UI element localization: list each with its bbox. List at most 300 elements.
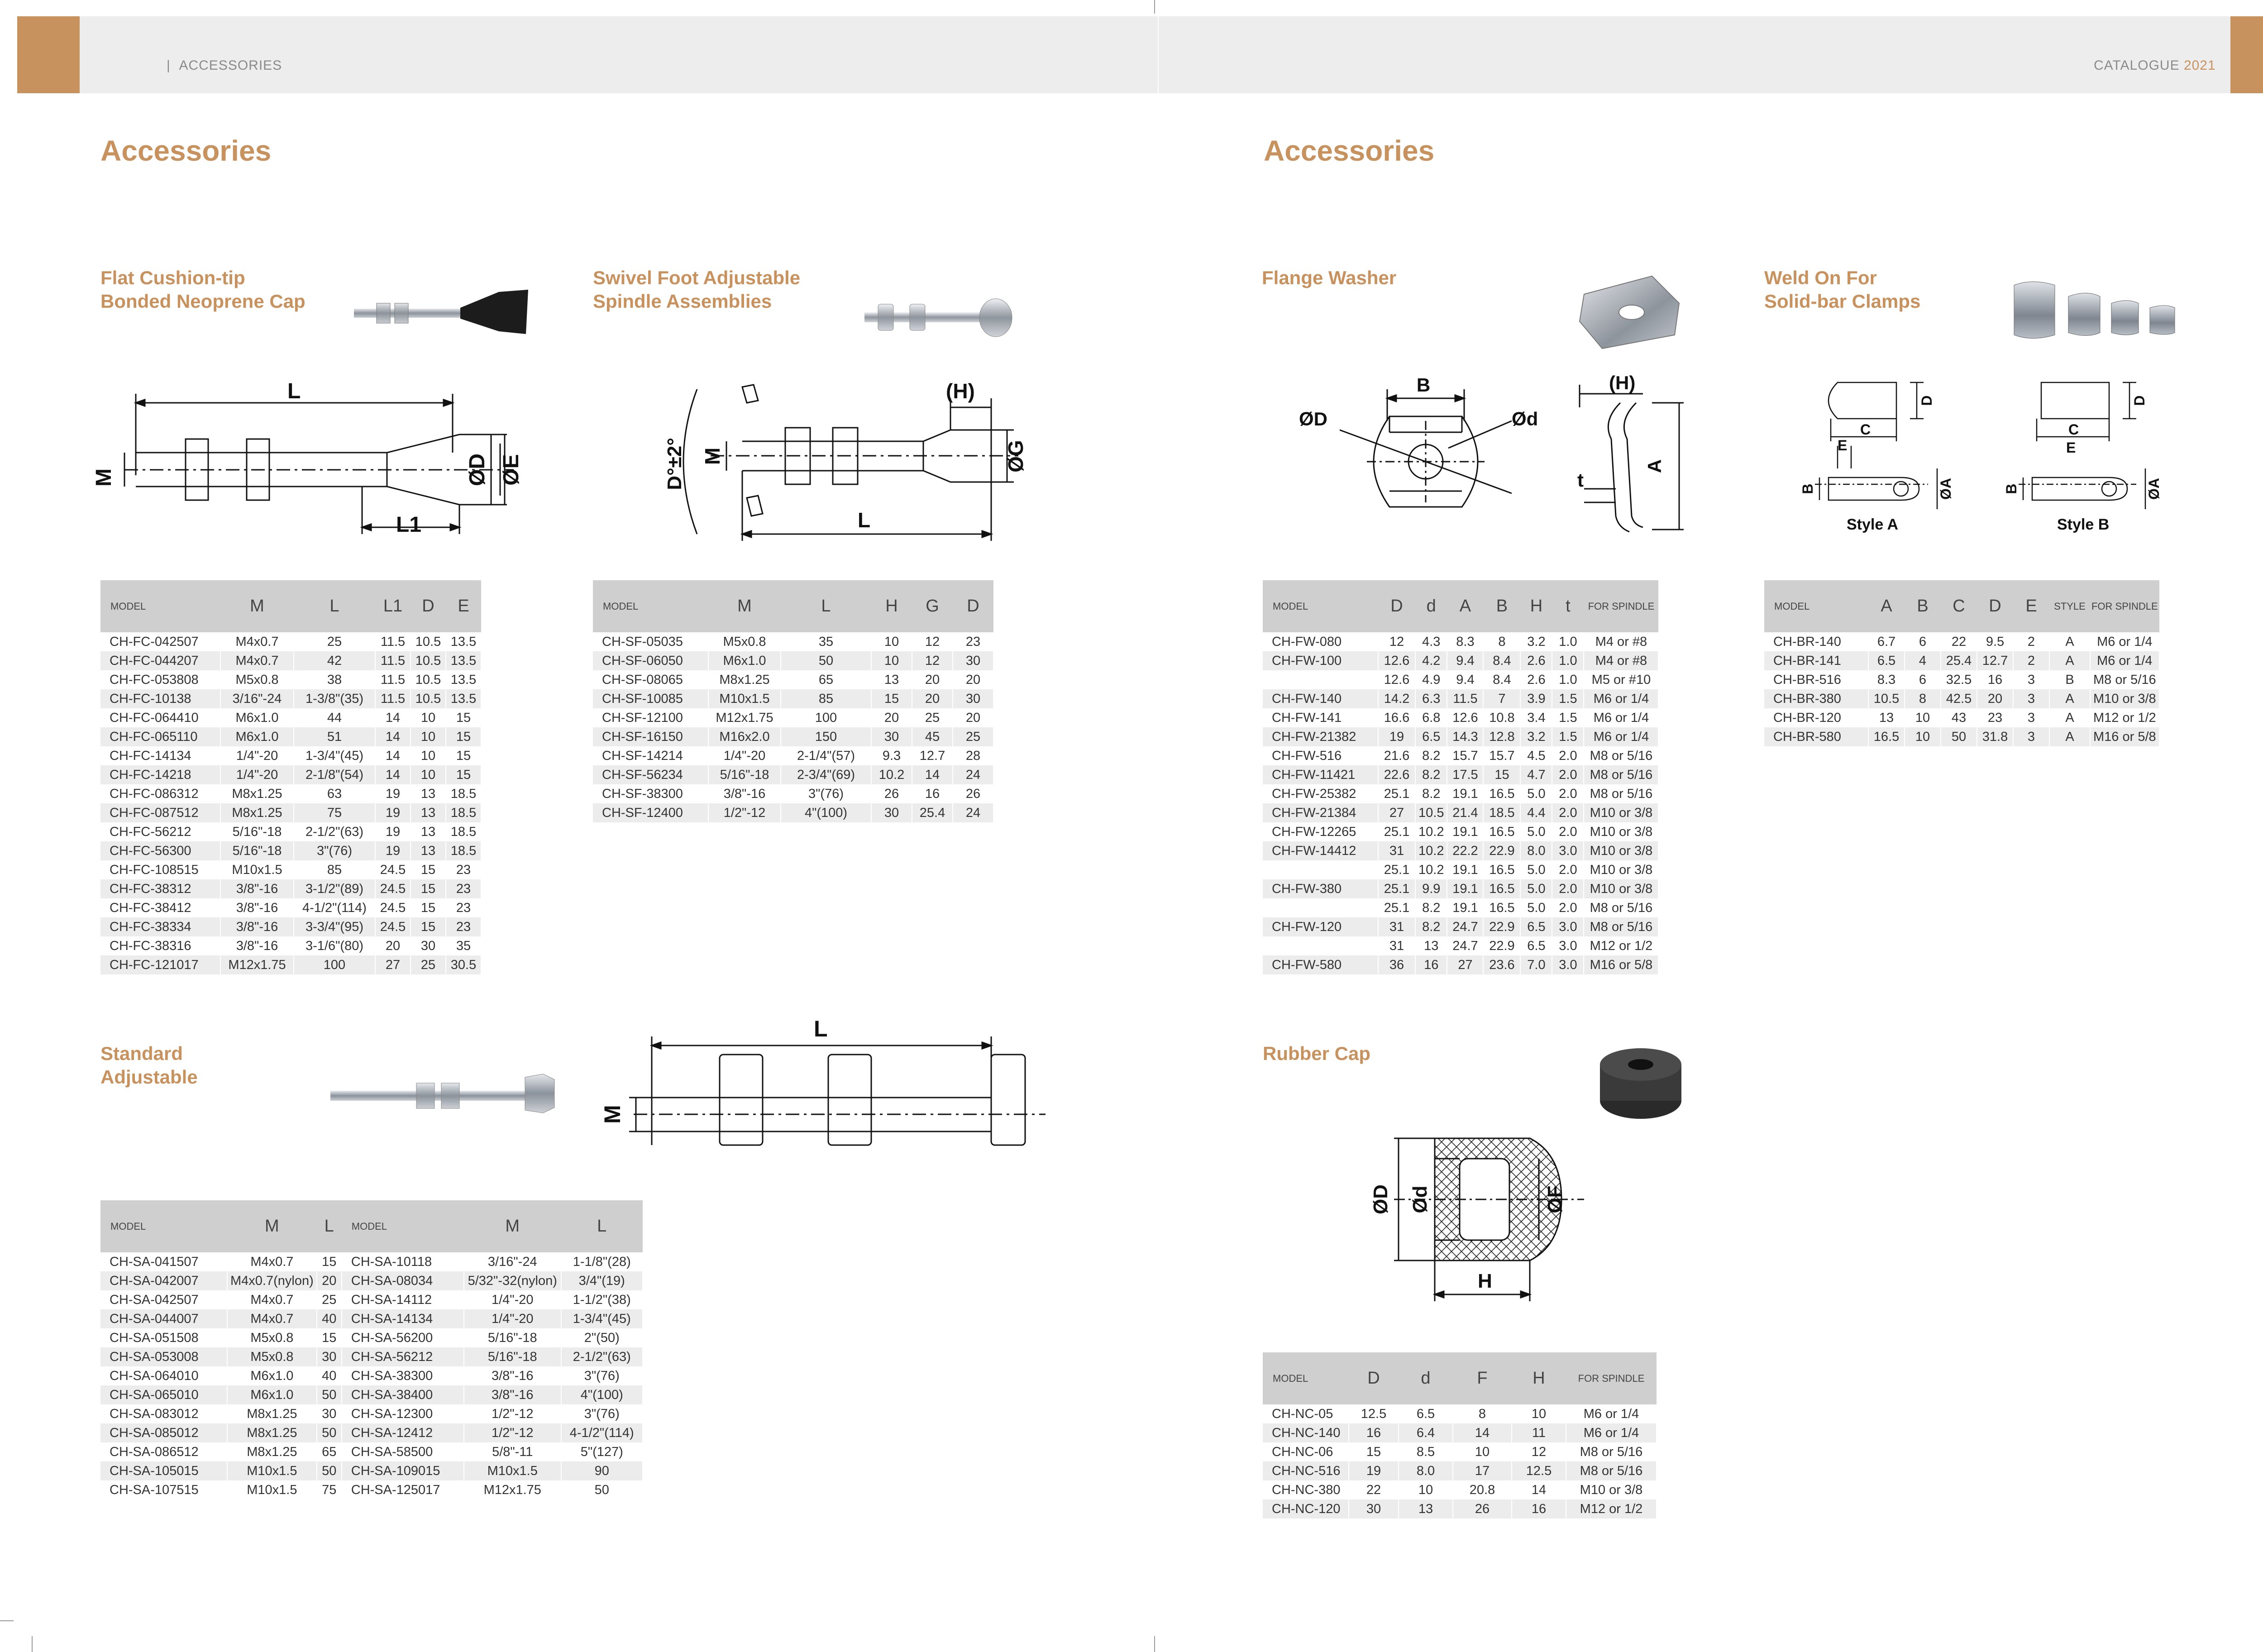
value-cell: 150 <box>781 727 871 746</box>
table-row <box>1764 670 2159 689</box>
value-cell: M8 or 5/16 <box>2090 670 2159 689</box>
col-header: C <box>1941 580 1977 632</box>
table-row <box>1263 955 1658 974</box>
table-row <box>1764 708 2159 727</box>
value-cell: 12.8 <box>1483 727 1520 746</box>
value-cell: 3-3/4"(95) <box>294 917 375 936</box>
model-cell: CH-FW-11421 <box>1263 765 1378 784</box>
value-cell: 10.5 <box>411 670 446 689</box>
value-cell: A <box>2049 727 2090 746</box>
value-cell: 2.0 <box>1552 822 1584 841</box>
model-cell: CH-SF-08065 <box>593 670 708 689</box>
table-row <box>100 765 481 784</box>
value-cell: 15 <box>411 898 446 917</box>
table-row <box>100 1252 643 1271</box>
value-cell: 25.1 <box>1378 879 1415 898</box>
value-cell: 44 <box>294 708 375 727</box>
value-cell: 14 <box>375 708 411 727</box>
value-cell: 2"(50) <box>561 1328 643 1347</box>
table-row <box>593 746 993 765</box>
value-cell: 30 <box>953 689 993 708</box>
value-cell: 5.0 <box>1520 879 1552 898</box>
model-cell: CH-SA-14134 <box>342 1309 464 1328</box>
model-cell: CH-SA-042507 <box>100 1290 227 1309</box>
model-cell: CH-SF-14214 <box>593 746 708 765</box>
col-header: STYLE <box>2049 580 2090 632</box>
value-cell: M16 or 5/8 <box>1584 955 1658 974</box>
col-header: MODEL <box>1263 1352 1349 1404</box>
value-cell: 25 <box>317 1290 342 1309</box>
col-header: L <box>317 1200 342 1252</box>
model-cell: CH-NC-140 <box>1263 1423 1349 1442</box>
header-tab-left <box>17 16 80 93</box>
value-cell: M8x1.25 <box>220 784 294 803</box>
col-header: D <box>411 580 446 632</box>
swivel-foot-table <box>593 580 994 822</box>
table-row <box>100 803 481 822</box>
value-cell: 8.5 <box>1399 1442 1453 1461</box>
col-header: A <box>1868 580 1905 632</box>
label-M: M <box>600 1105 625 1124</box>
value-cell: 5/16"-18 <box>708 765 781 784</box>
standard-adjustable-table <box>100 1200 643 1499</box>
model-cell: CH-FW-516 <box>1263 746 1378 765</box>
label-A: ØA <box>1938 478 1954 500</box>
value-cell: 19 <box>375 803 411 822</box>
value-cell: 9.4 <box>1447 651 1483 670</box>
label-D: D <box>1919 395 1935 406</box>
value-cell: M8x1.25 <box>227 1442 317 1461</box>
value-cell: 6.5 <box>1520 917 1552 936</box>
table-row <box>1263 784 1658 803</box>
model-cell: CH-SA-12412 <box>342 1423 464 1442</box>
value-cell: 13 <box>411 784 446 803</box>
value-cell: M5x0.8 <box>227 1347 317 1366</box>
value-cell: 43 <box>1941 708 1977 727</box>
value-cell: 5/16"-18 <box>220 841 294 860</box>
value-cell: 100 <box>294 955 375 974</box>
value-cell: 9.9 <box>1415 879 1447 898</box>
value-cell: M4x0.7 <box>220 651 294 670</box>
model-cell: CH-FC-14134 <box>100 746 220 765</box>
value-cell: 24.7 <box>1447 936 1483 955</box>
model-cell: CH-SA-58500 <box>342 1442 464 1461</box>
value-cell: 10 <box>871 651 912 670</box>
model-cell: CH-FC-56212 <box>100 822 220 841</box>
model-cell: CH-SA-041507 <box>100 1252 227 1271</box>
model-cell: CH-NC-380 <box>1263 1480 1349 1499</box>
label-G: ØG <box>1004 440 1027 473</box>
label-E: E <box>2066 439 2076 456</box>
value-cell: M10 or 3/8 <box>1584 860 1658 879</box>
value-cell: 23 <box>446 917 481 936</box>
value-cell: 13 <box>411 803 446 822</box>
value-cell: M12 or 1/2 <box>2090 708 2159 727</box>
model-cell: CH-SA-56212 <box>342 1347 464 1366</box>
value-cell: 3"(76) <box>561 1404 643 1423</box>
value-cell: 18.5 <box>446 822 481 841</box>
value-cell: 3/16"-24 <box>220 689 294 708</box>
table-header <box>1263 1352 1657 1404</box>
value-cell: M10 or 3/8 <box>2090 689 2159 708</box>
table-row <box>100 1423 643 1442</box>
value-cell: 16.5 <box>1483 860 1520 879</box>
value-cell: 3"(76) <box>561 1366 643 1385</box>
value-cell: 2.0 <box>1552 898 1584 917</box>
label-B: B <box>1416 374 1431 396</box>
table-row <box>593 651 993 670</box>
value-cell: 14 <box>912 765 953 784</box>
value-cell: 75 <box>294 803 375 822</box>
value-cell: 15 <box>411 917 446 936</box>
header-section-label: | ACCESSORIES <box>167 58 282 73</box>
value-cell: M5 or #10 <box>1584 670 1658 689</box>
table-row <box>100 1309 643 1328</box>
value-cell: M5x0.8 <box>220 670 294 689</box>
col-header: L <box>781 580 871 632</box>
value-cell: 2.0 <box>1552 746 1584 765</box>
value-cell: 10.2 <box>1415 822 1447 841</box>
table-row <box>1263 651 1658 670</box>
weld-on-title: Weld On For Solid-bar Clamps <box>1764 267 1921 312</box>
value-cell: 30 <box>871 803 912 822</box>
value-cell: 13 <box>871 670 912 689</box>
model-cell: CH-FC-053808 <box>100 670 220 689</box>
table-row <box>100 632 481 651</box>
value-cell: 10.5 <box>411 632 446 651</box>
value-cell: 36 <box>1378 955 1415 974</box>
flat-cushion-diagram <box>92 379 532 548</box>
table-row <box>1764 651 2159 670</box>
value-cell: 8.2 <box>1415 898 1447 917</box>
value-cell: 19.1 <box>1447 784 1483 803</box>
rubber-cap-photo <box>1595 1046 1686 1123</box>
value-cell: 10.8 <box>1483 708 1520 727</box>
value-cell: 16 <box>1349 1423 1399 1442</box>
model-cell: CH-SA-125017 <box>342 1480 464 1499</box>
value-cell: 11.5 <box>375 670 411 689</box>
value-cell: A <box>2049 689 2090 708</box>
value-cell: 10 <box>1905 727 1941 746</box>
value-cell: 27 <box>375 955 411 974</box>
value-cell: 15.7 <box>1483 746 1520 765</box>
value-cell: 2.6 <box>1520 651 1552 670</box>
table-row <box>593 632 993 651</box>
header-tab-right <box>2230 16 2263 93</box>
label-E: E <box>1838 437 1848 454</box>
table-row <box>100 670 481 689</box>
value-cell: M6 or 1/4 <box>1566 1423 1657 1442</box>
model-cell: CH-FC-56300 <box>100 841 220 860</box>
col-header: D <box>1378 580 1415 632</box>
value-cell: 50 <box>561 1480 643 1499</box>
value-cell: 21.4 <box>1447 803 1483 822</box>
col-header: MODEL <box>100 580 220 632</box>
standard-adjustable-photo <box>326 1066 561 1120</box>
value-cell: 15 <box>1349 1442 1399 1461</box>
value-cell: M10x1.5 <box>464 1461 561 1480</box>
value-cell: 3/16"-24 <box>464 1252 561 1271</box>
value-cell: 100 <box>781 708 871 727</box>
value-cell: 1/2"-12 <box>464 1404 561 1423</box>
value-cell: 4.7 <box>1520 765 1552 784</box>
value-cell: 1/4"-20 <box>220 746 294 765</box>
value-cell: 16.6 <box>1378 708 1415 727</box>
value-cell: 13 <box>1399 1499 1453 1518</box>
value-cell: 23 <box>1977 708 2013 727</box>
value-cell: 10.5 <box>411 651 446 670</box>
value-cell: 65 <box>781 670 871 689</box>
table-row <box>1263 1480 1657 1499</box>
value-cell: 17 <box>1453 1461 1512 1480</box>
label-style-a: Style A <box>1847 516 1899 533</box>
value-cell: 15 <box>411 879 446 898</box>
table-row <box>593 670 993 689</box>
table-row <box>100 936 481 955</box>
label-A: ØA <box>2146 478 2162 500</box>
value-cell: 4-1/2"(114) <box>294 898 375 917</box>
value-cell: 10.5 <box>1415 803 1447 822</box>
model-cell: CH-SA-10118 <box>342 1252 464 1271</box>
value-cell: 18.5 <box>446 784 481 803</box>
flat-cushion-title: Flat Cushion-tip Bonded Neoprene Cap <box>100 267 306 312</box>
value-cell: 10 <box>411 746 446 765</box>
value-cell: 10.5 <box>411 689 446 708</box>
model-cell: CH-BR-580 <box>1764 727 1868 746</box>
value-cell: 25.1 <box>1378 860 1415 879</box>
value-cell: 1-3/4"(45) <box>294 746 375 765</box>
table-row <box>100 879 481 898</box>
model-cell: CH-SA-083012 <box>100 1404 227 1423</box>
value-cell: 20 <box>953 670 993 689</box>
col-header: MODEL <box>593 580 708 632</box>
swivel-foot-photo <box>860 290 1032 349</box>
value-cell: 4 <box>1905 651 1941 670</box>
value-cell: 2-1/4"(57) <box>781 746 871 765</box>
value-cell: 19.1 <box>1447 879 1483 898</box>
model-cell: CH-SA-38300 <box>342 1366 464 1385</box>
model-cell: CH-FC-042507 <box>100 632 220 651</box>
value-cell: 15 <box>446 746 481 765</box>
value-cell: M6 or 1/4 <box>1584 708 1658 727</box>
model-cell: CH-SF-12100 <box>593 708 708 727</box>
model-cell: CH-SA-064010 <box>100 1366 227 1385</box>
value-cell: 18.5 <box>446 841 481 860</box>
value-cell: 19 <box>1378 727 1415 746</box>
label-d: Ød <box>1512 408 1538 430</box>
col-header: D <box>1977 580 2013 632</box>
value-cell: 42.5 <box>1941 689 1977 708</box>
value-cell: 22.9 <box>1483 917 1520 936</box>
col-header: D <box>953 580 993 632</box>
value-cell: 12.5 <box>1512 1461 1566 1480</box>
value-cell: 10 <box>411 765 446 784</box>
value-cell: 25.4 <box>1941 651 1977 670</box>
value-cell: 6.8 <box>1415 708 1447 727</box>
model-cell: CH-FW-580 <box>1263 955 1378 974</box>
value-cell: 10 <box>1399 1480 1453 1499</box>
value-cell: 13 <box>1868 708 1905 727</box>
label-H: H <box>1478 1270 1492 1292</box>
value-cell: 19.1 <box>1447 860 1483 879</box>
label-F: ØF <box>1544 1185 1566 1213</box>
value-cell: 10.2 <box>1415 860 1447 879</box>
value-cell: 8.2 <box>1415 784 1447 803</box>
value-cell: M10 or 3/8 <box>1584 803 1658 822</box>
value-cell: M4x0.7(nylon) <box>227 1271 317 1290</box>
model-cell: CH-SA-109015 <box>342 1461 464 1480</box>
table-row <box>1263 670 1658 689</box>
value-cell: 2 <box>2013 651 2049 670</box>
value-cell: 3/8"-16 <box>464 1366 561 1385</box>
value-cell: 1/2"-12 <box>464 1423 561 1442</box>
value-cell: 10.2 <box>1415 841 1447 860</box>
model-cell <box>1263 936 1378 955</box>
model-cell: CH-SA-38400 <box>342 1385 464 1404</box>
value-cell: M4 or #8 <box>1584 651 1658 670</box>
label-d: Ød <box>1409 1185 1431 1213</box>
value-cell: 5.0 <box>1520 784 1552 803</box>
table-row <box>1764 632 2159 651</box>
table-row <box>1263 689 1658 708</box>
value-cell: 12 <box>912 651 953 670</box>
value-cell: 23 <box>446 879 481 898</box>
value-cell: M5x0.8 <box>708 632 781 651</box>
value-cell: 7 <box>1483 689 1520 708</box>
model-cell <box>1263 670 1378 689</box>
table-row <box>100 917 481 936</box>
value-cell: 19 <box>375 841 411 860</box>
value-cell: 16 <box>1415 955 1447 974</box>
value-cell: 3.0 <box>1552 936 1584 955</box>
label-H: (H) <box>946 379 975 403</box>
value-cell: 24.5 <box>375 917 411 936</box>
table-row <box>100 1366 643 1385</box>
value-cell: 10.2 <box>871 765 912 784</box>
value-cell: 50 <box>317 1461 342 1480</box>
value-cell: 30 <box>317 1347 342 1366</box>
value-cell: 20 <box>871 708 912 727</box>
value-cell: 12.6 <box>1378 670 1415 689</box>
value-cell: 12 <box>1378 632 1415 651</box>
table-row <box>1764 689 2159 708</box>
value-cell: 12.6 <box>1447 708 1483 727</box>
value-cell: 24.5 <box>375 860 411 879</box>
value-cell: 3.9 <box>1520 689 1552 708</box>
value-cell: 22.9 <box>1483 936 1520 955</box>
value-cell: 13.5 <box>446 670 481 689</box>
label-D: ØD <box>1370 1184 1392 1214</box>
value-cell: 16 <box>1977 670 2013 689</box>
value-cell: B <box>2049 670 2090 689</box>
value-cell: 6.5 <box>1868 651 1905 670</box>
model-cell: CH-SA-14112 <box>342 1290 464 1309</box>
col-header: D <box>1349 1352 1399 1404</box>
value-cell: 15 <box>446 765 481 784</box>
col-header: M <box>220 580 294 632</box>
table-header <box>100 1200 643 1252</box>
value-cell: 25.1 <box>1378 898 1415 917</box>
value-cell: 18.5 <box>446 803 481 822</box>
value-cell: 2-1/2"(63) <box>561 1347 643 1366</box>
label-D-angle: D°±2° <box>664 438 686 490</box>
table-row <box>100 1442 643 1461</box>
value-cell: 2.0 <box>1552 860 1584 879</box>
value-cell: 25 <box>294 632 375 651</box>
label-D: ØD <box>465 454 489 486</box>
value-cell: 8 <box>1453 1404 1512 1423</box>
model-cell: CH-BR-120 <box>1764 708 1868 727</box>
table-row <box>100 1404 643 1423</box>
value-cell: 16.5 <box>1483 879 1520 898</box>
value-cell: 27 <box>1378 803 1415 822</box>
value-cell: 20 <box>1977 689 2013 708</box>
value-cell: 2.0 <box>1552 803 1584 822</box>
value-cell: 3/8"-16 <box>220 936 294 955</box>
table-row <box>100 822 481 841</box>
value-cell: 26 <box>953 784 993 803</box>
value-cell: 9.4 <box>1447 670 1483 689</box>
value-cell: 1-1/2"(38) <box>561 1290 643 1309</box>
table-row <box>100 1347 643 1366</box>
value-cell: 9.3 <box>871 746 912 765</box>
value-cell: 16.5 <box>1868 727 1905 746</box>
col-header: F <box>1453 1352 1512 1404</box>
model-cell: CH-SA-08034 <box>342 1271 464 1290</box>
value-cell: 20 <box>375 936 411 955</box>
table-row <box>1263 708 1658 727</box>
rubber-cap-diagram <box>1367 1127 1602 1308</box>
table-row <box>100 784 481 803</box>
table-row <box>1263 632 1658 651</box>
value-cell: 6 <box>1905 670 1941 689</box>
value-cell: 21.6 <box>1378 746 1415 765</box>
model-cell: CH-SA-065010 <box>100 1385 227 1404</box>
table-row <box>100 860 481 879</box>
value-cell: 5.0 <box>1520 860 1552 879</box>
model-cell: CH-FW-120 <box>1263 917 1378 936</box>
label-D: ØD <box>1299 408 1327 430</box>
col-header: MODEL <box>342 1200 464 1252</box>
crop-mark <box>32 1636 33 1652</box>
value-cell: 23 <box>446 860 481 879</box>
value-cell: 8 <box>1483 632 1520 651</box>
value-cell: M6x1.0 <box>227 1385 317 1404</box>
value-cell: 3-1/6"(80) <box>294 936 375 955</box>
value-cell: 5/16"-18 <box>464 1328 561 1347</box>
label-L: L <box>814 1016 828 1041</box>
value-cell: A <box>2049 708 2090 727</box>
table-row <box>1263 1423 1657 1442</box>
value-cell: 3 <box>2013 727 2049 746</box>
value-cell: 1/2"-12 <box>708 803 781 822</box>
table-row <box>1764 727 2159 746</box>
model-cell: CH-SA-12300 <box>342 1404 464 1423</box>
value-cell: 40 <box>317 1309 342 1328</box>
model-cell: CH-FC-121017 <box>100 955 220 974</box>
value-cell: 2.0 <box>1552 879 1584 898</box>
value-cell: 3 <box>2013 670 2049 689</box>
table-header <box>1764 580 2159 632</box>
value-cell: 12.6 <box>1378 651 1415 670</box>
value-cell: 1.5 <box>1552 689 1584 708</box>
value-cell: 31 <box>1378 841 1415 860</box>
value-cell: 13 <box>411 822 446 841</box>
flange-washer-diagram <box>1285 371 1706 543</box>
value-cell: 13.5 <box>446 651 481 670</box>
value-cell: 5/32"-32(nylon) <box>464 1271 561 1290</box>
value-cell: M6 or 1/4 <box>2090 651 2159 670</box>
